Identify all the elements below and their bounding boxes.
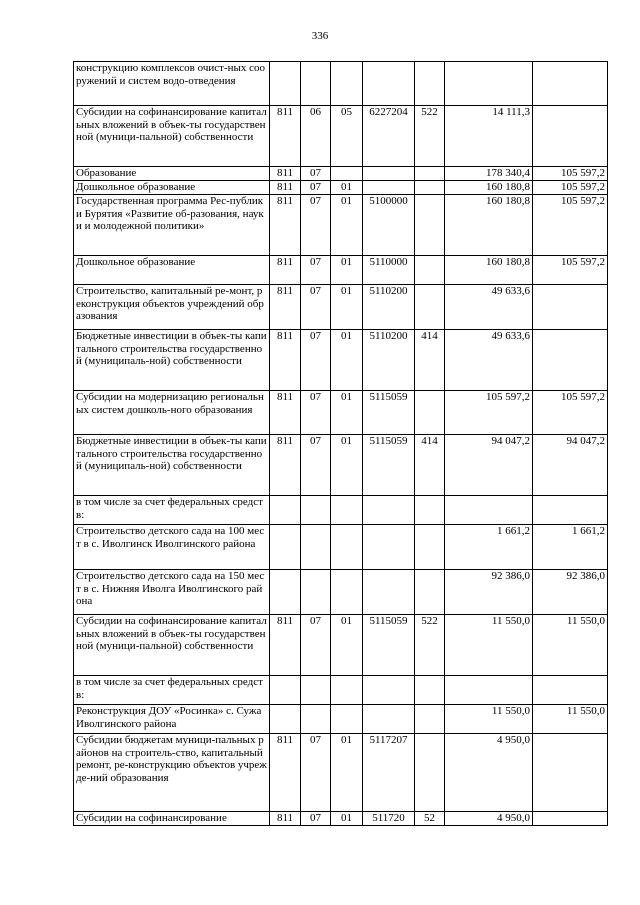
target-item-code-cell: 5117207 bbox=[363, 734, 415, 812]
row-name-cell: Бюджетные инвестиции в объек-ты капитального строительства государственной (муниципаль-ной) собственности bbox=[74, 435, 270, 496]
row-name-cell: Образование bbox=[74, 167, 270, 181]
section-code-cell bbox=[301, 62, 331, 106]
section-code-cell: 07 bbox=[301, 391, 331, 435]
row-name-cell: Реконструкция ДОУ «Росинка» с. Сужа Иволгинского района bbox=[74, 705, 270, 734]
amount-cell: 49 633,6 bbox=[445, 330, 533, 391]
expense-type-code-cell bbox=[415, 181, 445, 195]
table-row bbox=[74, 525, 608, 570]
table-row bbox=[74, 676, 608, 705]
adm-code-cell: 811 bbox=[270, 734, 301, 812]
adm-code-cell: 811 bbox=[270, 391, 301, 435]
target-item-code-cell: 5115059 bbox=[363, 391, 415, 435]
expense-type-code-cell bbox=[415, 285, 445, 330]
amount-cell: 49 633,6 bbox=[445, 285, 533, 330]
subsection-code-cell bbox=[331, 676, 363, 705]
target-item-code-cell: 5100000 bbox=[363, 195, 415, 256]
section-code-cell bbox=[301, 705, 331, 734]
section-code-cell bbox=[301, 676, 331, 705]
expense-type-code-cell: 522 bbox=[415, 106, 445, 167]
amount-cell: 160 180,8 bbox=[445, 195, 533, 256]
section-code-cell: 07 bbox=[301, 195, 331, 256]
federal-amount-cell bbox=[533, 812, 608, 826]
expense-type-code-cell bbox=[415, 525, 445, 570]
target-item-code-cell: 5115059 bbox=[363, 435, 415, 496]
table-row bbox=[74, 285, 608, 330]
expense-type-code-cell bbox=[415, 496, 445, 525]
subsection-code-cell: 01 bbox=[331, 734, 363, 812]
subsection-code-cell bbox=[331, 570, 363, 615]
adm-code-cell bbox=[270, 570, 301, 615]
amount-cell bbox=[445, 496, 533, 525]
row-name-cell: Субсидии на софинансирование bbox=[74, 812, 270, 826]
row-name-cell: Субсидии на софинансирование капитальных вложений в объек-ты государственной (муници-пальной) собственности bbox=[74, 615, 270, 676]
row-name-cell: Субсидии бюджетам муници-пальных районов на строитель-ство, капитальный ремонт, ре-конструкцию объектов учрежде-ний образования bbox=[74, 734, 270, 812]
federal-amount-cell: 11 550,0 bbox=[533, 705, 608, 734]
expense-type-code-cell bbox=[415, 570, 445, 615]
subsection-code-cell: 01 bbox=[331, 812, 363, 826]
table-row bbox=[74, 167, 608, 181]
table-row bbox=[74, 435, 608, 496]
subsection-code-cell bbox=[331, 62, 363, 106]
federal-amount-cell: 105 597,2 bbox=[533, 181, 608, 195]
section-code-cell: 07 bbox=[301, 181, 331, 195]
federal-amount-cell: 1 661,2 bbox=[533, 525, 608, 570]
table-row bbox=[74, 62, 608, 106]
subsection-code-cell: 01 bbox=[331, 435, 363, 496]
amount-cell bbox=[445, 62, 533, 106]
federal-amount-cell bbox=[533, 62, 608, 106]
adm-code-cell: 811 bbox=[270, 195, 301, 256]
expense-type-code-cell bbox=[415, 734, 445, 812]
adm-code-cell: 811 bbox=[270, 435, 301, 496]
federal-amount-cell: 105 597,2 bbox=[533, 195, 608, 256]
target-item-code-cell bbox=[363, 525, 415, 570]
amount-cell: 4 950,0 bbox=[445, 812, 533, 826]
subsection-code-cell: 05 bbox=[331, 106, 363, 167]
federal-amount-cell bbox=[533, 734, 608, 812]
subsection-code-cell: 01 bbox=[331, 285, 363, 330]
table-row bbox=[74, 496, 608, 525]
table-row bbox=[74, 181, 608, 195]
table-row bbox=[74, 256, 608, 285]
adm-code-cell: 811 bbox=[270, 615, 301, 676]
table-row bbox=[74, 570, 608, 615]
target-item-code-cell: 5110000 bbox=[363, 256, 415, 285]
adm-code-cell: 811 bbox=[270, 812, 301, 826]
adm-code-cell bbox=[270, 525, 301, 570]
table-body bbox=[74, 62, 608, 826]
amount-cell bbox=[445, 676, 533, 705]
federal-amount-cell bbox=[533, 676, 608, 705]
amount-cell: 14 111,3 bbox=[445, 106, 533, 167]
table-row bbox=[74, 195, 608, 256]
section-code-cell bbox=[301, 525, 331, 570]
section-code-cell: 07 bbox=[301, 330, 331, 391]
subsection-code-cell bbox=[331, 525, 363, 570]
target-item-code-cell bbox=[363, 705, 415, 734]
amount-cell: 178 340,4 bbox=[445, 167, 533, 181]
amount-cell: 4 950,0 bbox=[445, 734, 533, 812]
federal-amount-cell bbox=[533, 106, 608, 167]
adm-code-cell bbox=[270, 676, 301, 705]
subsection-code-cell bbox=[331, 167, 363, 181]
expense-type-code-cell: 522 bbox=[415, 615, 445, 676]
adm-code-cell bbox=[270, 496, 301, 525]
target-item-code-cell bbox=[363, 167, 415, 181]
amount-cell: 11 550,0 bbox=[445, 615, 533, 676]
adm-code-cell: 811 bbox=[270, 106, 301, 167]
section-code-cell: 07 bbox=[301, 285, 331, 330]
subsection-code-cell: 01 bbox=[331, 330, 363, 391]
expense-type-code-cell bbox=[415, 676, 445, 705]
target-item-code-cell bbox=[363, 676, 415, 705]
table-row bbox=[74, 812, 608, 826]
federal-amount-cell: 92 386,0 bbox=[533, 570, 608, 615]
table-row bbox=[74, 705, 608, 734]
expense-type-code-cell bbox=[415, 62, 445, 106]
target-item-code-cell: 511720 bbox=[363, 812, 415, 826]
amount-cell: 94 047,2 bbox=[445, 435, 533, 496]
section-code-cell: 07 bbox=[301, 812, 331, 826]
federal-amount-cell: 94 047,2 bbox=[533, 435, 608, 496]
row-name-cell: Государственная программа Рес-публики Бурятия «Развитие об-разования, науки и молодежной политики» bbox=[74, 195, 270, 256]
expense-type-code-cell bbox=[415, 391, 445, 435]
adm-code-cell bbox=[270, 705, 301, 734]
expense-type-code-cell: 414 bbox=[415, 435, 445, 496]
row-name-cell: Субсидии на софинансирование капитальных вложений в объек-ты государственной (муници-пальной) собственности bbox=[74, 106, 270, 167]
amount-cell: 1 661,2 bbox=[445, 525, 533, 570]
expense-type-code-cell: 414 bbox=[415, 330, 445, 391]
adm-code-cell: 811 bbox=[270, 256, 301, 285]
subsection-code-cell: 01 bbox=[331, 256, 363, 285]
section-code-cell: 07 bbox=[301, 167, 331, 181]
expense-type-code-cell bbox=[415, 705, 445, 734]
row-name-cell: конструкцию комплексов очист-ных сооружений и систем водо-отведения bbox=[74, 62, 270, 106]
adm-code-cell: 811 bbox=[270, 330, 301, 391]
row-name-cell: Дошкольное образование bbox=[74, 256, 270, 285]
row-name-cell: в том числе за счет федеральных средств: bbox=[74, 676, 270, 705]
subsection-code-cell: 01 bbox=[331, 181, 363, 195]
section-code-cell: 06 bbox=[301, 106, 331, 167]
federal-amount-cell: 105 597,2 bbox=[533, 391, 608, 435]
section-code-cell: 07 bbox=[301, 435, 331, 496]
subsection-code-cell bbox=[331, 705, 363, 734]
section-code-cell bbox=[301, 570, 331, 615]
adm-code-cell: 811 bbox=[270, 167, 301, 181]
federal-amount-cell bbox=[533, 330, 608, 391]
row-name-cell: Дошкольное образование bbox=[74, 181, 270, 195]
amount-cell: 160 180,8 bbox=[445, 256, 533, 285]
section-code-cell bbox=[301, 496, 331, 525]
budget-table bbox=[73, 61, 608, 826]
target-item-code-cell bbox=[363, 62, 415, 106]
target-item-code-cell bbox=[363, 496, 415, 525]
expense-type-code-cell bbox=[415, 167, 445, 181]
federal-amount-cell bbox=[533, 285, 608, 330]
adm-code-cell: 811 bbox=[270, 181, 301, 195]
target-item-code-cell: 5110200 bbox=[363, 285, 415, 330]
target-item-code-cell: 5110200 bbox=[363, 330, 415, 391]
table-row bbox=[74, 615, 608, 676]
page-number: 336 bbox=[311, 30, 329, 42]
target-item-code-cell bbox=[363, 570, 415, 615]
federal-amount-cell: 105 597,2 bbox=[533, 167, 608, 181]
section-code-cell: 07 bbox=[301, 256, 331, 285]
table-row bbox=[74, 106, 608, 167]
target-item-code-cell: 5115059 bbox=[363, 615, 415, 676]
table-row bbox=[74, 734, 608, 812]
amount-cell: 92 386,0 bbox=[445, 570, 533, 615]
expense-type-code-cell bbox=[415, 256, 445, 285]
subsection-code-cell: 01 bbox=[331, 391, 363, 435]
row-name-cell: в том числе за счет федеральных средств: bbox=[74, 496, 270, 525]
row-name-cell: Строительство детского сада на 150 мест в с. Нижняя Иволга Иволгинского района bbox=[74, 570, 270, 615]
table-row bbox=[74, 391, 608, 435]
expense-type-code-cell: 52 bbox=[415, 812, 445, 826]
row-name-cell: Бюджетные инвестиции в объек-ты капитального строительства государственной (муниципаль-ной) собственности bbox=[74, 330, 270, 391]
federal-amount-cell bbox=[533, 496, 608, 525]
adm-code-cell: 811 bbox=[270, 285, 301, 330]
subsection-code-cell: 01 bbox=[331, 195, 363, 256]
target-item-code-cell: 6227204 bbox=[363, 106, 415, 167]
table-row bbox=[74, 330, 608, 391]
row-name-cell: Строительство, капитальный ре-монт, реконструкция объектов учреждений образования bbox=[74, 285, 270, 330]
row-name-cell: Строительство детского сада на 100 мест в с. Иволгинск Иволгинского района bbox=[74, 525, 270, 570]
subsection-code-cell bbox=[331, 496, 363, 525]
target-item-code-cell bbox=[363, 181, 415, 195]
expense-type-code-cell bbox=[415, 195, 445, 256]
adm-code-cell bbox=[270, 62, 301, 106]
section-code-cell: 07 bbox=[301, 734, 331, 812]
federal-amount-cell: 105 597,2 bbox=[533, 256, 608, 285]
section-code-cell: 07 bbox=[301, 615, 331, 676]
amount-cell: 105 597,2 bbox=[445, 391, 533, 435]
subsection-code-cell: 01 bbox=[331, 615, 363, 676]
amount-cell: 11 550,0 bbox=[445, 705, 533, 734]
federal-amount-cell: 11 550,0 bbox=[533, 615, 608, 676]
amount-cell: 160 180,8 bbox=[445, 181, 533, 195]
row-name-cell: Субсидии на модернизацию региональных систем дошколь-ного образования bbox=[74, 391, 270, 435]
